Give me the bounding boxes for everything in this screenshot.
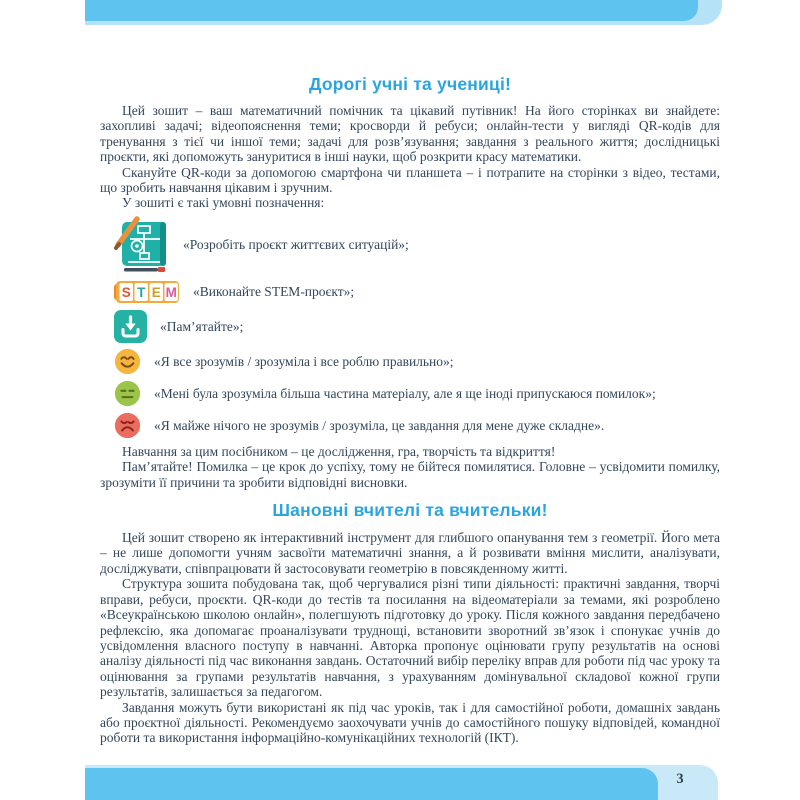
legend-label: «Розробіть проєкт життєвих ситуацій»; xyxy=(183,237,409,253)
download-icon xyxy=(114,310,147,343)
students-paragraph-1: Цей зошит – ваш математичний помічник та цікавий путівник! На його сторінках ви знайдете: захопливі задачі; відеопояснення теми; кросворди й ребуси; онлайн-тести у вигляді QR-кодів для тренування з тієї чи іншої теми; задачі для розв’язування; завдання з реального життя; дослідницькі проєкти, які допоможуть зануритися в інші науки, щоб розкрити красу математики. xyxy=(100,103,720,165)
legend-item-not-understood xyxy=(100,412,720,439)
legend-item-remember xyxy=(100,310,720,343)
legend-item-mostly-understood xyxy=(100,380,720,407)
neutral-face-icon xyxy=(114,380,141,407)
happy-face-icon xyxy=(114,348,141,375)
page-content xyxy=(100,74,720,746)
legend-list xyxy=(100,216,720,439)
top-bar xyxy=(85,0,698,21)
svg-text:E: E xyxy=(151,284,161,300)
students-closing-1: Навчання за цим посібником – це дослідження, гра, творчість та відкриття! xyxy=(122,443,556,459)
legend-intro: У зошиті є такі умовні позначення: xyxy=(122,195,325,211)
svg-text:M: M xyxy=(165,284,177,300)
legend-item-project xyxy=(100,216,720,274)
stem-icon xyxy=(114,279,180,305)
legend-label: «Я все зрозумів / зрозуміла і все роблю правильно»; xyxy=(154,353,454,369)
blueprint-project-icon xyxy=(114,216,170,274)
svg-text:S: S xyxy=(121,284,131,300)
sad-face-icon xyxy=(114,412,141,439)
svg-text:T: T xyxy=(137,284,146,300)
teachers-paragraph-1: Цей зошит створено як інтерактивний інструмент для глибшого опанування тем з геометрії. Його мета – не лише допомогти учням засвоїти математичні знання, а й розвивати вміння мислити, аналізувати, досліджувати, співпрацювати й застосовувати геометрію в повсякденному житті. xyxy=(100,530,720,576)
students-closing-2: Пам’ятайте! Помилка – це крок до успіху, тому не бійтеся помилятися. Головне – усвідомити помилку, зрозуміти її причини та зробити відповідні висновки. xyxy=(100,459,720,490)
students-paragraph-2: Скануйте QR-коди за допомогою смартфона чи планшета – і потрапите на сторінки з відео, тестами, що зробить навчання цікавим і зручним. xyxy=(100,164,720,196)
teachers-heading: Шановні вчителі та вчительки! xyxy=(272,500,548,521)
legend-label: «Пам’ятайте»; xyxy=(160,318,244,334)
legend-item-stem xyxy=(100,279,720,305)
legend-item-understood xyxy=(100,348,720,375)
legend-label: «Я майже нічого не зрозумів / зрозуміла, це завдання для мене дуже складне». xyxy=(154,417,605,433)
teachers-paragraph-3: Завдання можуть бути використані як під час уроків, так і для самостійної роботи, домашніх завдань або проєктної діяльності. Рекомендуємо заохочувати учнів до самостійного пошуку відповідей, командної роботи та використання інформаційно-комунікаційних технологій (ІКТ). xyxy=(100,699,720,746)
teachers-paragraph-2: Структура зошита побудована так, щоб чергувалися різні типи діяльності: практичні завдання, творчі вправи, ребуси, проєкти. QR-коди до тестів та посилання на відеоматеріали за темами, які розроблено «Всеукраїнською школою онлайн», полегшують підготовку до уроку. Після кожного завдання передбачено рефлексію, яка допомагає проаналізувати труднощі, встановити зворотний зв’язок і спонукає учнів до усвідомлення власного поступу в навчанні. Авторка пропонує оцінювати групу результатів на основі аналізу діяльності під час виконання завдань. Остаточний вибір переліку вправ для роботи під час уроку та оцінювання за групами результатів навчання, з урахуванням домінувальної складової кожної групи результатів, залишається за педагогом. xyxy=(100,576,720,700)
students-heading: Дорогі учні та учениці! xyxy=(308,74,512,94)
bottom-bar xyxy=(85,768,658,800)
page-number: 3 xyxy=(676,771,684,787)
legend-label: «Мені була зрозуміла більша частина матеріалу, але я ще іноді припускаюся помилок»; xyxy=(154,385,656,401)
legend-label: «Виконайте STEM-проєкт»; xyxy=(193,284,355,300)
